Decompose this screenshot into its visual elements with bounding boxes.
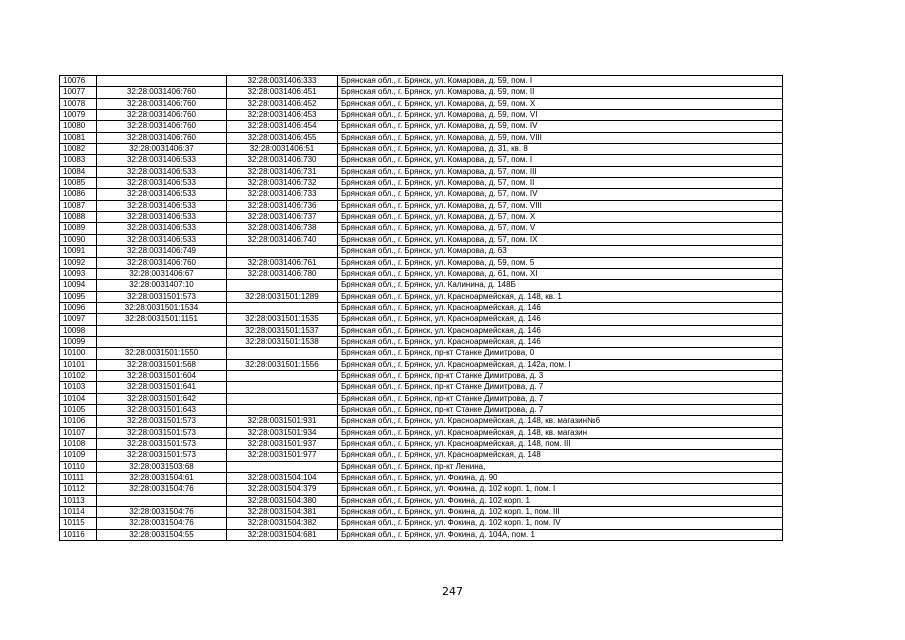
address-cell: Брянская обл., г. Брянск, ул. Комарова, д. 59, пом. I [338,76,783,87]
cadastral-number-cell: 32:28:0031504:382 [227,518,338,529]
table-row [60,291,783,302]
cadastral-number-cell [227,302,338,313]
address-cell: Брянская обл., г. Брянск, пр-кт Станке Димитрова, д. 3 [338,370,783,381]
table-row [60,189,783,200]
table-row [60,121,783,132]
parent-cadastral-number-cell: 32:28:0031406:760 [97,257,227,268]
address-cell: Брянская обл., г. Брянск, ул. Комарова, д. 31, кв. 8 [338,144,783,155]
table-row [60,212,783,223]
cadastral-number-cell [227,348,338,359]
cadastral-number-cell [227,404,338,415]
cadastral-number-cell: 32:28:0031406:451 [227,87,338,98]
cadastral-number-cell: 32:28:0031406:737 [227,212,338,223]
address-cell: Брянская обл., г. Брянск, ул. Красноармейская, д. 146 [338,314,783,325]
record-number-cell: 10114 [60,507,97,518]
parent-cadastral-number-cell: 32:28:0031406:533 [97,178,227,189]
parent-cadastral-number-cell [97,325,227,336]
address-cell: Брянская обл., г. Брянск, пр-кт Станке Димитрова, д. 7 [338,393,783,404]
cadastral-number-cell: 32:28:0031406:736 [227,200,338,211]
record-number-cell: 10091 [60,246,97,257]
address-cell: Брянская обл., г. Брянск, ул. Комарова, д. 59, пом. IV [338,121,783,132]
address-cell: Брянская обл., г. Брянск, ул. Комарова, д. 63 [338,246,783,257]
address-cell: Брянская обл., г. Брянск, ул. Комарова, д. 57, пом. I [338,155,783,166]
parent-cadastral-number-cell: 32:28:0031406:749 [97,246,227,257]
parent-cadastral-number-cell: 32:28:0031501:573 [97,291,227,302]
address-cell: Брянская обл., г. Брянск, ул. Комарова, д. 59, пом. II [338,87,783,98]
record-number-cell: 10100 [60,348,97,359]
table-row [60,76,783,87]
cadastral-number-cell: 32:28:0031504:379 [227,484,338,495]
address-cell: Брянская обл., г. Брянск, пр-кт Станке Димитрова, д. 7 [338,382,783,393]
cadastral-registry-table [59,75,783,541]
address-cell: Брянская обл., г. Брянск, ул. Комарова, д. 61, пом. XI [338,268,783,279]
parent-cadastral-number-cell: 32:28:0031501:641 [97,382,227,393]
table-row [60,178,783,189]
parent-cadastral-number-cell: 32:28:0031501:1550 [97,348,227,359]
record-number-cell: 10108 [60,439,97,450]
address-cell: Брянская обл., г. Брянск, пр-кт Ленина, [338,461,783,472]
record-number-cell: 10078 [60,98,97,109]
cadastral-number-cell: 32:28:0031406:731 [227,166,338,177]
record-number-cell: 10096 [60,302,97,313]
record-number-cell: 10099 [60,336,97,347]
record-number-cell: 10087 [60,200,97,211]
record-number-cell: 10080 [60,121,97,132]
table-row [60,495,783,506]
cadastral-number-cell: 32:28:0031406:733 [227,189,338,200]
cadastral-number-cell: 32:28:0031501:1537 [227,325,338,336]
table-row [60,166,783,177]
record-number-cell: 10109 [60,450,97,461]
table-row [60,257,783,268]
table-row [60,382,783,393]
record-number-cell: 10102 [60,370,97,381]
address-cell: Брянская обл., г. Брянск, ул. Красноармейская, д. 146 [338,325,783,336]
cadastral-number-cell [227,461,338,472]
cadastral-number-cell [227,370,338,381]
address-cell: Брянская обл., г. Брянск, ул. Комарова, д. 57, пом. VIII [338,200,783,211]
cadastral-number-cell: 32:28:0031501:1535 [227,314,338,325]
cadastral-number-cell: 32:28:0031406:761 [227,257,338,268]
record-number-cell: 10107 [60,427,97,438]
address-cell: Брянская обл., г. Брянск, ул. Красноармейская, д. 146 [338,302,783,313]
table-row [60,461,783,472]
cadastral-number-cell: 32:28:0031406:333 [227,76,338,87]
page-number: 247 [442,585,463,598]
record-number-cell: 10085 [60,178,97,189]
record-number-cell: 10083 [60,155,97,166]
cadastral-number-cell: 32:28:0031406:453 [227,110,338,121]
table-row [60,473,783,484]
record-number-cell: 10090 [60,234,97,245]
parent-cadastral-number-cell: 32:28:0031503:68 [97,461,227,472]
address-cell: Брянская обл., г. Брянск, пр-кт Станке Димитрова, д. 7 [338,404,783,415]
record-number-cell: 10111 [60,473,97,484]
address-cell: Брянская обл., г. Брянск, ул. Фокина, д. 102 корп. 1, пом. IV [338,518,783,529]
address-cell: Брянская обл., г. Брянск, ул. Комарова, д. 57, пом. III [338,166,783,177]
cadastral-number-cell: 32:28:0031406:454 [227,121,338,132]
parent-cadastral-number-cell: 32:28:0031406:760 [97,121,227,132]
parent-cadastral-number-cell: 32:28:0031406:760 [97,110,227,121]
cadastral-number-cell: 32:28:0031406:732 [227,178,338,189]
parent-cadastral-number-cell: 32:28:0031501:642 [97,393,227,404]
address-cell: Брянская обл., г. Брянск, ул. Фокина, д. 102 корп. 1 [338,495,783,506]
cadastral-number-cell: 32:28:0031406:452 [227,98,338,109]
parent-cadastral-number-cell: 32:28:0031406:533 [97,223,227,234]
table-row [60,359,783,370]
address-cell: Брянская обл., г. Брянск, ул. Красноармейская, д. 148, кв. магазин [338,427,783,438]
record-number-cell: 10076 [60,76,97,87]
record-number-cell: 10098 [60,325,97,336]
record-number-cell: 10112 [60,484,97,495]
record-number-cell: 10115 [60,518,97,529]
table-row [60,155,783,166]
record-number-cell: 10089 [60,223,97,234]
address-cell: Брянская обл., г. Брянск, пр-кт Станке Димитрова, 0 [338,348,783,359]
table-row [60,200,783,211]
table-row [60,314,783,325]
parent-cadastral-number-cell [97,495,227,506]
parent-cadastral-number-cell: 32:28:0031501:1534 [97,302,227,313]
record-number-cell: 10104 [60,393,97,404]
parent-cadastral-number-cell: 32:28:0031407:10 [97,280,227,291]
parent-cadastral-number-cell: 32:28:0031501:604 [97,370,227,381]
parent-cadastral-number-cell: 32:28:0031501:573 [97,427,227,438]
cadastral-number-cell: 32:28:0031406:51 [227,144,338,155]
record-number-cell: 10088 [60,212,97,223]
cadastral-number-cell: 32:28:0031406:738 [227,223,338,234]
parent-cadastral-number-cell: 32:28:0031501:573 [97,450,227,461]
table-row [60,484,783,495]
parent-cadastral-number-cell: 32:28:0031406:533 [97,212,227,223]
record-number-cell: 10116 [60,529,97,540]
parent-cadastral-number-cell: 32:28:0031406:760 [97,98,227,109]
address-cell: Брянская обл., г. Брянск, ул. Красноармейская, д. 148, кв. 1 [338,291,783,302]
record-number-cell: 10081 [60,132,97,143]
parent-cadastral-number-cell: 32:28:0031406:533 [97,166,227,177]
table-row [60,144,783,155]
record-number-cell: 10077 [60,87,97,98]
cadastral-number-cell: 32:28:0031406:740 [227,234,338,245]
table-row [60,416,783,427]
table-row [60,370,783,381]
parent-cadastral-number-cell: 32:28:0031501:1151 [97,314,227,325]
parent-cadastral-number-cell: 32:28:0031406:533 [97,189,227,200]
table-row [60,325,783,336]
cadastral-number-cell: 32:28:0031504:681 [227,529,338,540]
address-cell: Брянская обл., г. Брянск, ул. Комарова, д. 57, пом. IX [338,234,783,245]
address-cell: Брянская обл., г. Брянск, ул. Красноармейская, д. 148, кв. магазин№6 [338,416,783,427]
table-row [60,87,783,98]
address-cell: Брянская обл., г. Брянск, ул. Комарова, д. 59, пом. X [338,98,783,109]
record-number-cell: 10095 [60,291,97,302]
parent-cadastral-number-cell: 32:28:0031504:76 [97,507,227,518]
record-number-cell: 10082 [60,144,97,155]
table-row [60,268,783,279]
record-number-cell: 10097 [60,314,97,325]
table-row [60,404,783,415]
address-cell: Брянская обл., г. Брянск, ул. Калинина, д. 148Б [338,280,783,291]
parent-cadastral-number-cell: 32:28:0031504:61 [97,473,227,484]
cadastral-number-cell: 32:28:0031504:380 [227,495,338,506]
cadastral-number-cell: 32:28:0031501:1289 [227,291,338,302]
cadastral-number-cell: 32:28:0031406:730 [227,155,338,166]
table-row [60,110,783,121]
parent-cadastral-number-cell [97,336,227,347]
table-row [60,393,783,404]
cadastral-number-cell: 32:28:0031501:931 [227,416,338,427]
address-cell: Брянская обл., г. Брянск, ул. Красноармейская, д. 148, пом. III [338,439,783,450]
address-cell: Брянская обл., г. Брянск, ул. Фокина, д. 102 корп. 1, пом. I [338,484,783,495]
record-number-cell: 10094 [60,280,97,291]
address-cell: Брянская обл., г. Брянск, ул. Комарова, д. 59, пом. VIII [338,132,783,143]
address-cell: Брянская обл., г. Брянск, ул. Комарова, д. 59, пом. VI [338,110,783,121]
cadastral-number-cell [227,382,338,393]
table-row [60,427,783,438]
table-row [60,336,783,347]
address-cell: Брянская обл., г. Брянск, ул. Красноармейская, д. 142а, пом. I [338,359,783,370]
parent-cadastral-number-cell [97,76,227,87]
cadastral-number-cell: 32:28:0031501:977 [227,450,338,461]
parent-cadastral-number-cell: 32:28:0031406:533 [97,200,227,211]
parent-cadastral-number-cell: 32:28:0031406:67 [97,268,227,279]
parent-cadastral-number-cell: 32:28:0031504:76 [97,484,227,495]
cadastral-number-cell: 32:28:0031504:104 [227,473,338,484]
address-cell: Брянская обл., г. Брянск, ул. Комарова, д. 57, пом. II [338,178,783,189]
address-cell: Брянская обл., г. Брянск, ул. Комарова, д. 57, пом. X [338,212,783,223]
record-number-cell: 10105 [60,404,97,415]
address-cell: Брянская обл., г. Брянск, ул. Красноармейская, д. 146 [338,336,783,347]
table-row [60,132,783,143]
table-row [60,507,783,518]
cadastral-number-cell [227,280,338,291]
record-number-cell: 10103 [60,382,97,393]
parent-cadastral-number-cell: 32:28:0031501:573 [97,416,227,427]
parent-cadastral-number-cell: 32:28:0031504:55 [97,529,227,540]
cadastral-number-cell: 32:28:0031501:937 [227,439,338,450]
address-cell: Брянская обл., г. Брянск, ул. Красноармейская, д. 148 [338,450,783,461]
table-row [60,529,783,540]
table-row [60,518,783,529]
cadastral-number-cell [227,393,338,404]
parent-cadastral-number-cell: 32:28:0031406:533 [97,155,227,166]
address-cell: Брянская обл., г. Брянск, ул. Фокина, д. 104А, пом. 1 [338,529,783,540]
parent-cadastral-number-cell: 32:28:0031406:760 [97,132,227,143]
table-row [60,348,783,359]
table-row [60,98,783,109]
cadastral-number-cell: 32:28:0031406:455 [227,132,338,143]
record-number-cell: 10101 [60,359,97,370]
cadastral-number-cell: 32:28:0031501:1556 [227,359,338,370]
registry-table-body [60,76,783,541]
cadastral-number-cell: 32:28:0031501:1538 [227,336,338,347]
cadastral-number-cell: 32:28:0031504:381 [227,507,338,518]
table-row [60,223,783,234]
address-cell: Брянская обл., г. Брянск, ул. Комарова, д. 57, пом. V [338,223,783,234]
record-number-cell: 10086 [60,189,97,200]
record-number-cell: 10079 [60,110,97,121]
table-row [60,439,783,450]
record-number-cell: 10113 [60,495,97,506]
cadastral-number-cell: 32:28:0031501:934 [227,427,338,438]
parent-cadastral-number-cell: 32:28:0031406:37 [97,144,227,155]
table-row [60,234,783,245]
record-number-cell: 10110 [60,461,97,472]
record-number-cell: 10106 [60,416,97,427]
table-row [60,246,783,257]
record-number-cell: 10093 [60,268,97,279]
cadastral-number-cell: 32:28:0031406:780 [227,268,338,279]
parent-cadastral-number-cell: 32:28:0031406:533 [97,234,227,245]
parent-cadastral-number-cell: 32:28:0031501:568 [97,359,227,370]
parent-cadastral-number-cell: 32:28:0031504:76 [97,518,227,529]
parent-cadastral-number-cell: 32:28:0031501:643 [97,404,227,415]
address-cell: Брянская обл., г. Брянск, ул. Фокина, д. 102 корп. 1, пом. III [338,507,783,518]
parent-cadastral-number-cell: 32:28:0031501:573 [97,439,227,450]
address-cell: Брянская обл., г. Брянск, ул. Комарова, д. 59, пом. 5 [338,257,783,268]
record-number-cell: 10084 [60,166,97,177]
cadastral-number-cell [227,246,338,257]
table-row [60,280,783,291]
record-number-cell: 10092 [60,257,97,268]
table-row [60,302,783,313]
address-cell: Брянская обл., г. Брянск, ул. Комарова, д. 57, пом. IV [338,189,783,200]
address-cell: Брянская обл., г. Брянск, ул. Фокина, д. 90 [338,473,783,484]
parent-cadastral-number-cell: 32:28:0031406:760 [97,87,227,98]
table-row [60,450,783,461]
